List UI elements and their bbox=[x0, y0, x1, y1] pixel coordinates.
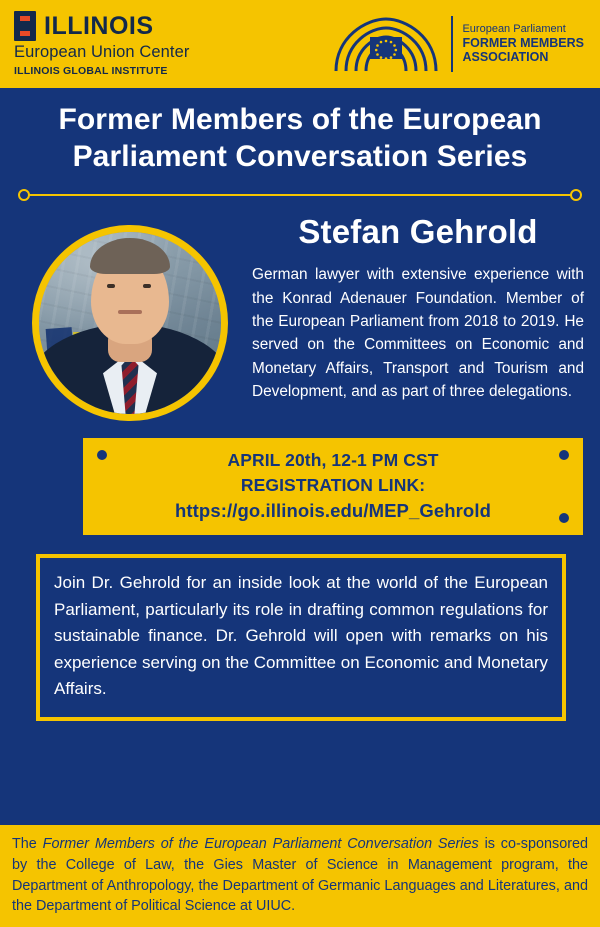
european-union-center-label: European Union Center bbox=[14, 43, 190, 61]
divider-dot-right-icon bbox=[570, 189, 582, 201]
registration-link[interactable]: https://go.illinois.edu/MEP_Gehrold bbox=[175, 499, 491, 521]
illinois-global-institute-label: ILLINOIS GLOBAL INSTITUTE bbox=[14, 65, 168, 77]
portrait-mouth bbox=[118, 310, 142, 314]
title-line-2: Parliament Conversation Series bbox=[72, 139, 528, 173]
footer-band bbox=[0, 825, 600, 927]
footer-prefix: The bbox=[12, 836, 43, 853]
european-parliament-logo bbox=[330, 13, 586, 75]
sponsor-text bbox=[12, 834, 588, 917]
page-title bbox=[0, 88, 600, 181]
portrait-eye-right bbox=[143, 284, 151, 288]
speaker-portrait bbox=[32, 225, 228, 421]
description-text: Join Dr. Gehrold for an inside look at the world of the European Parliament, particularly its role in drafting common regulations for sustainable finance. Dr. Gehrold will open with remarks on his experience serving on the Committee on Economic and Monetary Affairs. bbox=[54, 573, 548, 699]
registration-label: REGISTRATION LINK: bbox=[240, 475, 426, 496]
ep-logo-text bbox=[462, 23, 584, 65]
illinois-wordmark-row bbox=[14, 11, 264, 41]
illinois-branding bbox=[14, 11, 264, 77]
title-line-1: Former Members of the European bbox=[58, 103, 542, 136]
registration-box bbox=[80, 435, 586, 538]
description-box bbox=[36, 554, 566, 721]
ep-logo-line3: ASSOCIATION bbox=[462, 50, 549, 65]
divider-bar bbox=[28, 194, 572, 196]
illinois-block-i-icon bbox=[14, 11, 36, 41]
footer-series-name: Former Members of the European Parliament Conversation Series bbox=[42, 836, 479, 853]
header-band bbox=[0, 0, 600, 88]
ep-logo-line1: European Parliament bbox=[462, 22, 566, 35]
footer-suffix: is co-sponsored by the College of Law, the Gies Master of Science in Management program, the Department of Anthropology, the Department of Germanic Languages and Literatures, and the Department of Political Science at UIUC. bbox=[12, 836, 588, 915]
portrait-eye-left bbox=[107, 284, 115, 288]
title-divider bbox=[18, 187, 582, 203]
speaker-bio: German lawyer with extensive experience with the Konrad Adenauer Foundation. Member of the European Parliament from 2018 to 2019. He served on the Committees on Economic and Monetary Affairs, Transport and Tourism and Development, and as part of three delegations. bbox=[252, 266, 584, 401]
event-datetime: APRIL 20th, 12-1 PM CST bbox=[227, 450, 439, 471]
portrait-column bbox=[14, 211, 246, 421]
speaker-text-column bbox=[246, 211, 584, 421]
speaker-section bbox=[0, 203, 600, 421]
logo-divider bbox=[451, 16, 453, 72]
ep-logo-line2: FORMER MEMBERS bbox=[462, 35, 584, 50]
speaker-name: Stefan Gehrold bbox=[298, 213, 538, 251]
hemicycle-icon bbox=[330, 13, 442, 75]
illinois-wordmark: ILLINOIS bbox=[44, 11, 154, 40]
